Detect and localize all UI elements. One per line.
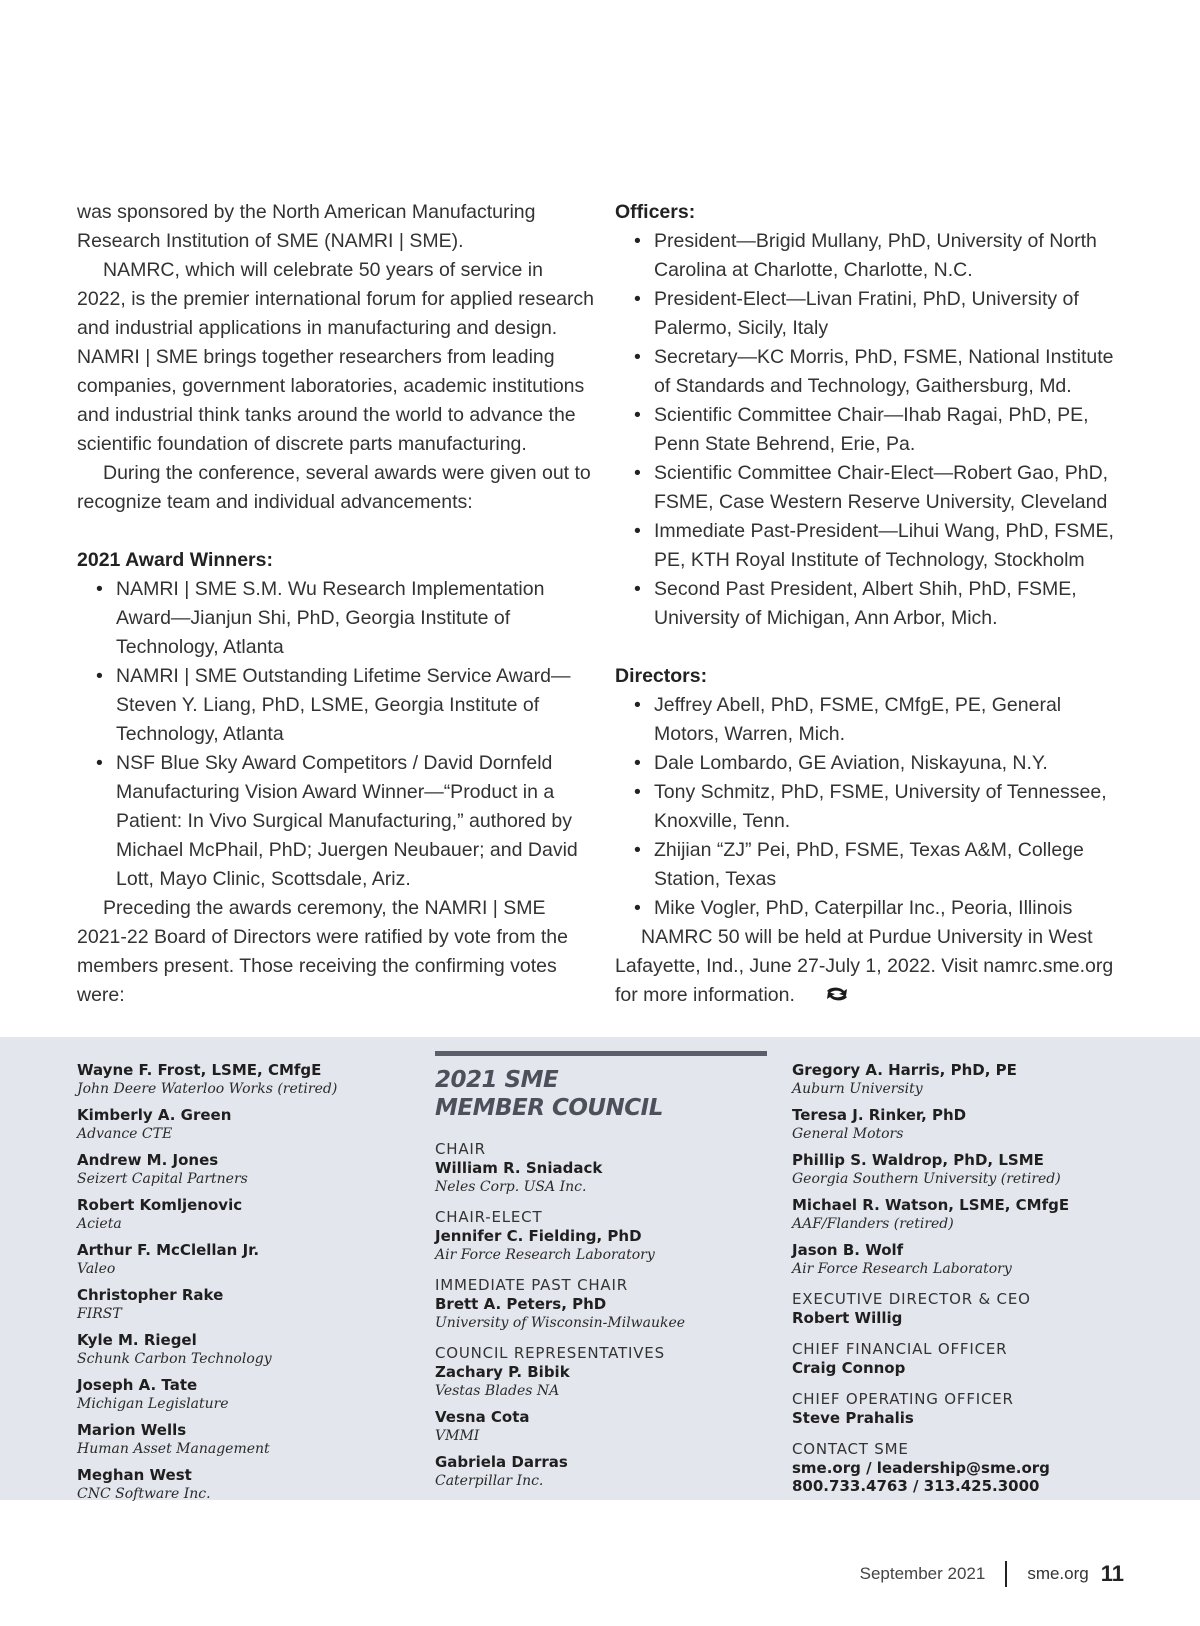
council-member: Phillip S. Waldrop, PhD, LSME Georgia Southern University (retired) — [792, 1151, 1061, 1187]
award-item: • NAMRI | SME Outstanding Lifetime Service Award— Steven Y. Liang, PhD, LSME, Georgia Institute of Technology, Atlanta — [77, 662, 597, 749]
council-member: Kimberly A. Green Advance CTE — [77, 1106, 232, 1142]
footer-site[interactable]: sme.org — [1027, 1564, 1089, 1583]
sme-swirl-icon — [799, 981, 849, 1010]
cfo-label: CHIEF FINANCIAL OFFICER — [792, 1340, 1008, 1358]
cfo-name: Craig Connop — [792, 1359, 906, 1377]
council-member: Christopher Rake FIRST — [77, 1286, 224, 1322]
page-footer — [860, 1560, 1124, 1588]
right-column — [615, 198, 1125, 1010]
council-member: Jason B. Wolf Air Force Research Laboratory — [792, 1241, 1012, 1277]
member-council-panel — [0, 1037, 1200, 1500]
ceo-label: EXECUTIVE DIRECTOR & CEO — [792, 1290, 1031, 1308]
council-member: Teresa J. Rinker, PhD General Motors — [792, 1106, 967, 1142]
council-chair: William R. Sniadack Neles Corp. USA Inc. — [435, 1159, 603, 1195]
council-member: Joseph A. Tate Michigan Legislature — [77, 1376, 229, 1412]
council-rep: Zachary P. Bibik Vestas Blades NA — [435, 1363, 570, 1399]
council-leadership — [435, 1061, 765, 1498]
award-item: • NSF Blue Sky Award Competitors / David Dornfeld Manufacturing Vision Award Winner—“Product in a Patient: In Vivo Surgical Manufacturing,” authored by Michael McPhail, PhD; Juergen Neubauer; and David Lott, Mayo Clinic, Scottsdale, Ariz. — [77, 749, 597, 894]
chair-label: CHAIR — [435, 1140, 486, 1158]
officer-item: • President—Brigid Mullany, PhD, University of North Carolina at Charlotte, Charlotte, N.C. — [615, 227, 1125, 285]
closing-text: NAMRC 50 will be held at Purdue University in West Lafayette, Ind., June 27-July 1, 2022. Visit namrc.sme.org for more information. — [615, 926, 1114, 1006]
council-member: Kyle M. Riegel Schunk Carbon Technology — [77, 1331, 272, 1367]
council-past-chair: Brett A. Peters, PhD University of Wisconsin-Milwaukee — [435, 1295, 686, 1331]
awards-list — [77, 575, 597, 894]
officers-heading: Officers: — [615, 201, 696, 223]
board-paragraph: Preceding the awards ceremony, the NAMRI | SME 2021-22 Board of Directors were ratified by vote from the members present. Those receiving the confirming votes were: — [77, 897, 568, 1006]
coo-label: CHIEF OPERATING OFFICER — [792, 1390, 1014, 1408]
left-column — [77, 198, 597, 1010]
contact-label: CONTACT SME — [792, 1440, 909, 1458]
council-member: Gregory A. Harris, PhD, PE Auburn University — [792, 1061, 1017, 1097]
council-rep: Vesna Cota VMMI — [435, 1408, 530, 1444]
officers-list — [615, 227, 1125, 633]
council-rep: Gabriela Darras Caterpillar Inc. — [435, 1453, 568, 1489]
council-member: Wayne F. Frost, LSME, CMfgE John Deere Waterloo Works (retired) — [77, 1061, 338, 1097]
directors-heading: Directors: — [615, 665, 708, 687]
council-member: Meghan West CNC Software Inc. — [77, 1466, 211, 1502]
director-item: • Zhijian “ZJ” Pei, PhD, FSME, Texas A&M, College Station, Texas — [615, 836, 1125, 894]
officer-item: • Secretary—KC Morris, PhD, FSME, National Institute of Standards and Technology, Gaithersburg, Md. — [615, 343, 1125, 401]
officer-item: • Second Past President, Albert Shih, PhD, FSME, University of Michigan, Ann Arbor, Mich. — [615, 575, 1125, 633]
award-item: • NAMRI | SME S.M. Wu Research Implementation Award—Jianjun Shi, PhD, Georgia Institute of Technology, Atlanta — [77, 575, 597, 662]
council-members-right — [792, 1061, 1152, 1495]
officer-item: • Scientific Committee Chair-Elect—Robert Gao, PhD, FSME, Case Western Reserve University, Cleveland — [615, 459, 1125, 517]
ceo-name: Robert Willig — [792, 1309, 903, 1327]
closing-paragraph — [615, 923, 1125, 1010]
officer-item: • Scientific Committee Chair—Ihab Ragai, PhD, PE, Penn State Behrend, Erie, Pa. — [615, 401, 1125, 459]
council-members-left — [77, 1061, 397, 1511]
past-chair-label: IMMEDIATE PAST CHAIR — [435, 1276, 628, 1294]
contact-phone: 800.733.4763 / 313.425.3000 — [792, 1477, 1040, 1495]
council-member: Andrew M. Jones Seizert Capital Partners — [77, 1151, 248, 1187]
council-member: Robert Komljenovic Acieta — [77, 1196, 243, 1232]
officer-item: • President-Elect—Livan Fratini, PhD, University of Palermo, Sicily, Italy — [615, 285, 1125, 343]
council-member: Michael R. Watson, LSME, CMfgE AAF/Flanders (retired) — [792, 1196, 1070, 1232]
contact-web-email[interactable]: sme.org / leadership@sme.org — [792, 1459, 1050, 1477]
council-member: Arthur F. McClellan Jr. Valeo — [77, 1241, 260, 1277]
namrc-paragraph: NAMRC, which will celebrate 50 years of service in 2022, is the premier international forum for applied research and industrial applications in manufacturing and design. NAMRI | SME brings together researchers from leading companies, government laboratories, academic institutions and industrial think tanks around the world to advance the scientific foundation of discrete parts manufacturing. — [77, 259, 595, 455]
council-title: 2021 SME MEMBER COUNCIL — [435, 1067, 663, 1121]
director-item: • Mike Vogler, PhD, Caterpillar Inc., Peoria, Illinois — [615, 894, 1125, 923]
council-member: Marion Wells Human Asset Management — [77, 1421, 270, 1457]
director-item: • Jeffrey Abell, PhD, FSME, CMfgE, PE, General Motors, Warren, Mich. — [615, 691, 1125, 749]
director-item: • Tony Schmitz, PhD, FSME, University of Tennessee, Knoxville, Tenn. — [615, 778, 1125, 836]
page-number: 11 — [1100, 1561, 1124, 1586]
coo-name: Steve Prahalis — [792, 1409, 914, 1427]
reps-label: COUNCIL REPRESENTATIVES — [435, 1344, 665, 1362]
council-title-rule — [435, 1051, 767, 1056]
footer-divider — [1005, 1561, 1007, 1587]
footer-date: September 2021 — [859, 1564, 986, 1583]
intro-paragraph: was sponsored by the North American Manufacturing Research Institution of SME (NAMRI | SME). — [77, 201, 536, 252]
chair-elect-label: CHAIR-ELECT — [435, 1208, 543, 1226]
directors-list — [615, 691, 1125, 923]
officer-item: • Immediate Past-President—Lihui Wang, PhD, FSME, PE, KTH Royal Institute of Technology, Stockholm — [615, 517, 1125, 575]
awards-intro-paragraph: During the conference, several awards were given out to recognize team and individual advancements: — [77, 462, 591, 513]
awards-heading: 2021 Award Winners: — [77, 549, 273, 571]
director-item: • Dale Lombardo, GE Aviation, Niskayuna, N.Y. — [615, 749, 1125, 778]
council-chair-elect: Jennifer C. Fielding, PhD Air Force Research Laboratory — [435, 1227, 655, 1263]
